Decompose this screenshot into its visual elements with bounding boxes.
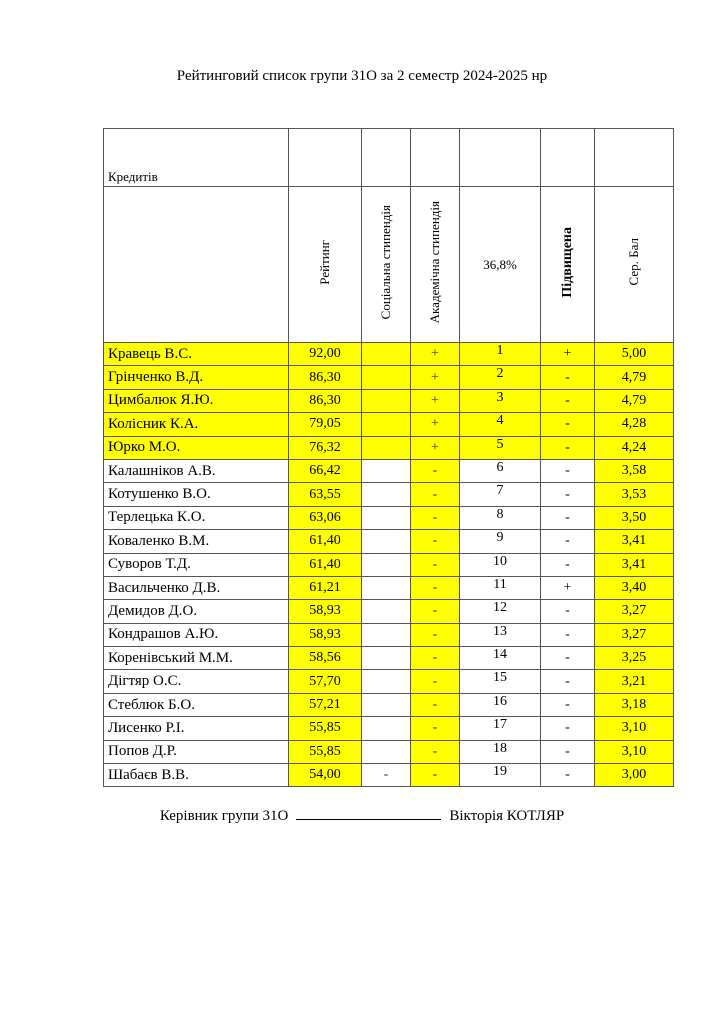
increased-scholarship: -	[541, 459, 595, 482]
column-header-avg-label: Сер. Бал	[626, 238, 641, 286]
increased-scholarship: +	[541, 343, 595, 366]
average-score: 3,40	[595, 576, 674, 599]
student-name: Васильченко Д.В.	[104, 576, 289, 599]
rank-number: 13	[460, 623, 541, 646]
social-scholarship: -	[362, 764, 411, 787]
student-name: Цимбалюк Я.Ю.	[104, 389, 289, 412]
header-empty-cell	[289, 129, 362, 187]
academic-scholarship: -	[411, 764, 460, 787]
rank-number: 16	[460, 693, 541, 716]
average-score: 3,27	[595, 600, 674, 623]
social-scholarship	[362, 366, 411, 389]
signature-line	[0, 807, 724, 825]
increased-scholarship: -	[541, 740, 595, 763]
header-empty-cell	[595, 129, 674, 187]
column-header-rating-label: Рейтинг	[317, 239, 332, 285]
average-score: 3,41	[595, 553, 674, 576]
supervisor-role: Керівник групи 31О	[159, 808, 289, 824]
rating-value: 79,05	[289, 413, 362, 436]
social-scholarship	[362, 459, 411, 482]
social-scholarship	[362, 576, 411, 599]
student-name: Калашніков А.В.	[104, 459, 289, 482]
student-name: Кравець В.С.	[104, 343, 289, 366]
increased-scholarship: -	[541, 693, 595, 716]
average-score: 4,24	[595, 436, 674, 459]
average-score: 3,53	[595, 483, 674, 506]
student-name: Дігтяр О.С.	[104, 670, 289, 693]
social-scholarship	[362, 740, 411, 763]
social-scholarship	[362, 389, 411, 412]
average-score: 4,28	[595, 413, 674, 436]
rank-number: 6	[460, 459, 541, 482]
rating-value: 76,32	[289, 436, 362, 459]
increased-scholarship: -	[541, 413, 595, 436]
rank-number: 2	[460, 366, 541, 389]
increased-scholarship: -	[541, 600, 595, 623]
academic-scholarship: +	[411, 343, 460, 366]
academic-scholarship: -	[411, 600, 460, 623]
rank-number: 8	[460, 506, 541, 529]
rating-value: 61,40	[289, 553, 362, 576]
increased-scholarship: -	[541, 764, 595, 787]
table-row	[104, 623, 674, 646]
social-scholarship	[362, 600, 411, 623]
student-name: Демидов Д.О.	[104, 600, 289, 623]
academic-scholarship: +	[411, 366, 460, 389]
social-scholarship	[362, 717, 411, 740]
table-row	[104, 506, 674, 529]
header-empty-cell	[541, 129, 595, 187]
average-score: 3,10	[595, 717, 674, 740]
rating-value: 57,70	[289, 670, 362, 693]
column-header-social	[362, 187, 411, 343]
increased-scholarship: -	[541, 436, 595, 459]
academic-scholarship: -	[411, 717, 460, 740]
column-header-percent: 36,8%	[460, 187, 541, 343]
increased-scholarship: -	[541, 670, 595, 693]
student-name: Колісник К.А.	[104, 413, 289, 436]
academic-scholarship: +	[411, 389, 460, 412]
rating-value: 66,42	[289, 459, 362, 482]
increased-scholarship: -	[541, 530, 595, 553]
table-row	[104, 413, 674, 436]
rank-number: 17	[460, 717, 541, 740]
rating-value: 63,55	[289, 483, 362, 506]
increased-scholarship: -	[541, 506, 595, 529]
academic-scholarship: -	[411, 693, 460, 716]
average-score: 3,10	[595, 740, 674, 763]
student-name: Стеблюк Б.О.	[104, 693, 289, 716]
academic-scholarship: +	[411, 413, 460, 436]
average-score: 3,25	[595, 647, 674, 670]
table-row	[104, 530, 674, 553]
academic-scholarship: -	[411, 530, 460, 553]
rating-value: 55,85	[289, 740, 362, 763]
table-row	[104, 366, 674, 389]
increased-scholarship: -	[541, 389, 595, 412]
academic-scholarship: -	[411, 670, 460, 693]
student-name: Кондрашов А.Ю.	[104, 623, 289, 646]
rating-value: 86,30	[289, 366, 362, 389]
social-scholarship	[362, 506, 411, 529]
rating-table	[103, 128, 674, 787]
rank-number: 12	[460, 600, 541, 623]
student-name: Попов Д.Р.	[104, 740, 289, 763]
average-score: 3,27	[595, 623, 674, 646]
student-name: Грінченко В.Д.	[104, 366, 289, 389]
rank-number: 4	[460, 413, 541, 436]
student-name: Терлецька К.О.	[104, 506, 289, 529]
header-row-credits	[104, 129, 674, 187]
increased-scholarship: -	[541, 483, 595, 506]
average-score: 3,18	[595, 693, 674, 716]
rank-number: 18	[460, 740, 541, 763]
academic-scholarship: -	[411, 506, 460, 529]
academic-scholarship: +	[411, 436, 460, 459]
rating-value: 58,93	[289, 600, 362, 623]
social-scholarship	[362, 623, 411, 646]
table-row	[104, 343, 674, 366]
average-score: 3,41	[595, 530, 674, 553]
rating-value: 55,85	[289, 717, 362, 740]
increased-scholarship: -	[541, 717, 595, 740]
table-row	[104, 647, 674, 670]
supervisor-name: Вікторія КОТЛЯР	[449, 808, 565, 824]
student-name: Юрко М.О.	[104, 436, 289, 459]
table-row	[104, 553, 674, 576]
rank-number: 11	[460, 576, 541, 599]
average-score: 4,79	[595, 389, 674, 412]
social-scholarship	[362, 436, 411, 459]
academic-scholarship: -	[411, 459, 460, 482]
social-scholarship	[362, 483, 411, 506]
table-row	[104, 740, 674, 763]
rating-value: 92,00	[289, 343, 362, 366]
average-score: 3,58	[595, 459, 674, 482]
table-row	[104, 576, 674, 599]
average-score: 3,21	[595, 670, 674, 693]
header-empty-cell	[362, 129, 411, 187]
academic-scholarship: -	[411, 647, 460, 670]
rank-number: 5	[460, 436, 541, 459]
increased-scholarship: -	[541, 647, 595, 670]
student-name: Шабаєв В.В.	[104, 764, 289, 787]
average-score: 3,50	[595, 506, 674, 529]
academic-scholarship: -	[411, 576, 460, 599]
rating-value: 58,93	[289, 623, 362, 646]
social-scholarship	[362, 693, 411, 716]
rank-number: 3	[460, 389, 541, 412]
header-empty-cell	[460, 129, 541, 187]
document-title: Рейтинговий список групи 31О за 2 семестр 2024-2025 нр	[176, 68, 548, 84]
student-name: Коваленко В.М.	[104, 530, 289, 553]
increased-scholarship: -	[541, 366, 595, 389]
column-header-academic	[411, 187, 460, 343]
student-name: Котушенко В.О.	[104, 483, 289, 506]
signature-blank	[296, 807, 441, 820]
column-header-increased	[541, 187, 595, 343]
table-row	[104, 764, 674, 787]
increased-scholarship: +	[541, 576, 595, 599]
social-scholarship	[362, 530, 411, 553]
rank-number: 9	[460, 530, 541, 553]
academic-scholarship: -	[411, 740, 460, 763]
social-scholarship	[362, 647, 411, 670]
table-row	[104, 389, 674, 412]
header-row-columns	[104, 187, 674, 343]
increased-scholarship: -	[541, 623, 595, 646]
student-name: Коренівський М.М.	[104, 647, 289, 670]
table-row	[104, 717, 674, 740]
credits-label: Кредитів	[104, 129, 289, 187]
table-row	[104, 600, 674, 623]
rank-number: 7	[460, 483, 541, 506]
column-header-avg	[595, 187, 674, 343]
table-row	[104, 693, 674, 716]
rating-value: 63,06	[289, 506, 362, 529]
table-row	[104, 436, 674, 459]
average-score: 3,00	[595, 764, 674, 787]
academic-scholarship: -	[411, 623, 460, 646]
social-scholarship	[362, 670, 411, 693]
social-scholarship	[362, 343, 411, 366]
column-header-increased-label: Підвищена	[559, 226, 575, 298]
rank-number: 15	[460, 670, 541, 693]
student-name: Лисенко Р.І.	[104, 717, 289, 740]
rank-number: 10	[460, 553, 541, 576]
table-row	[104, 459, 674, 482]
average-score: 5,00	[595, 343, 674, 366]
column-header-social-label: Соціальна стипендія	[378, 204, 393, 320]
rating-value: 61,21	[289, 576, 362, 599]
column-header-academic-label: Академічна стипендія	[427, 200, 442, 324]
header-empty-cell	[411, 129, 460, 187]
table-row	[104, 483, 674, 506]
rank-number: 19	[460, 764, 541, 787]
rating-value: 86,30	[289, 389, 362, 412]
academic-scholarship: -	[411, 553, 460, 576]
student-name: Суворов Т.Д.	[104, 553, 289, 576]
average-score: 4,79	[595, 366, 674, 389]
rating-value: 58,56	[289, 647, 362, 670]
table-row	[104, 670, 674, 693]
rating-value: 57,21	[289, 693, 362, 716]
header-name-cell	[104, 187, 289, 343]
rating-value: 54,00	[289, 764, 362, 787]
rank-number: 1	[460, 343, 541, 366]
increased-scholarship: -	[541, 553, 595, 576]
academic-scholarship: -	[411, 483, 460, 506]
column-header-rating	[289, 187, 362, 343]
rank-number: 14	[460, 647, 541, 670]
rating-value: 61,40	[289, 530, 362, 553]
social-scholarship	[362, 553, 411, 576]
social-scholarship	[362, 413, 411, 436]
